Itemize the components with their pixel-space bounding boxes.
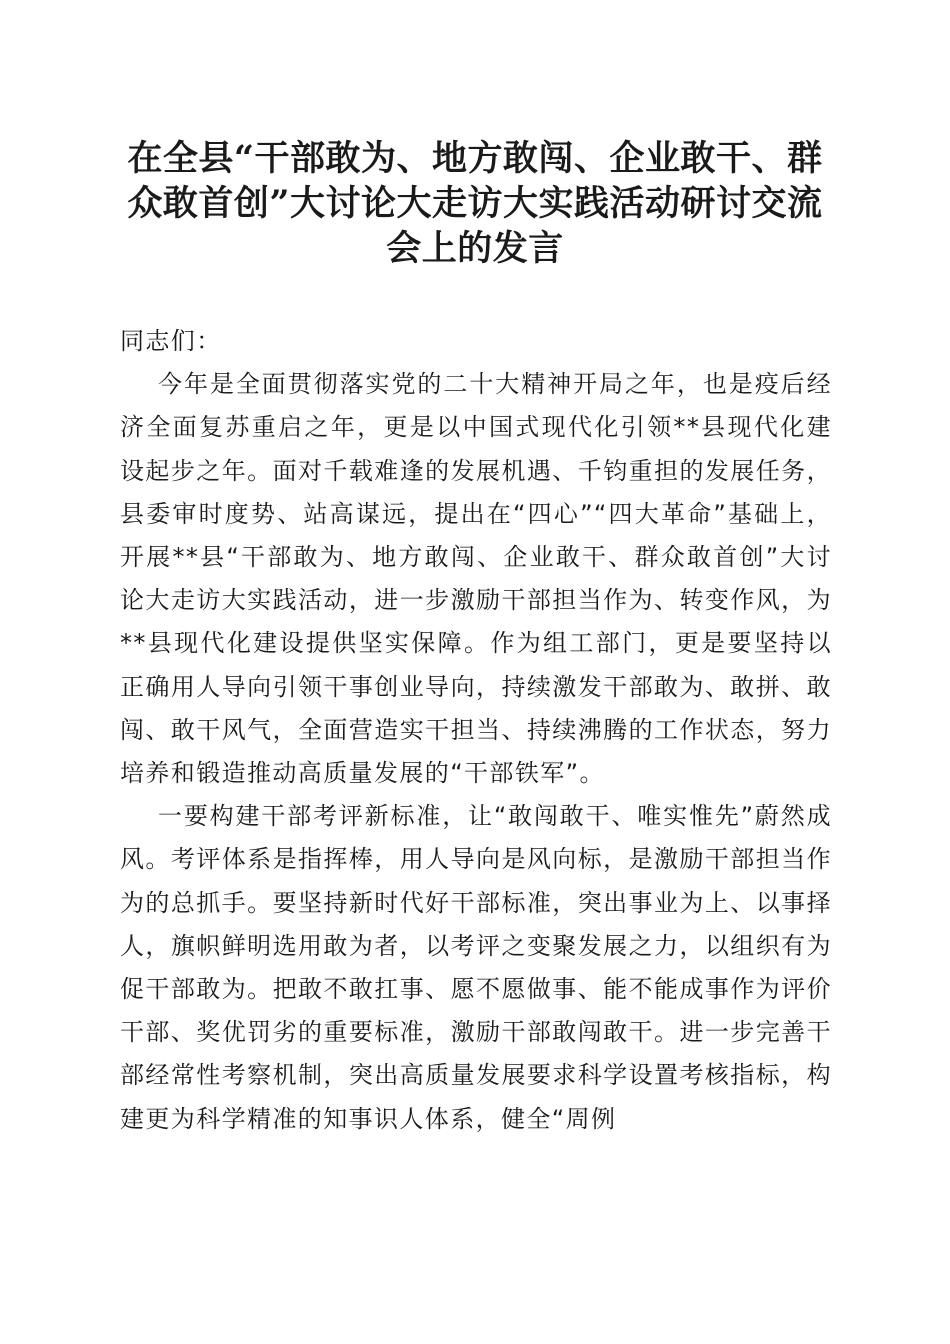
paragraph-1: 今年是全面贯彻落实党的二十大精神开局之年，也是疫后经济全面复苏重启之年，更是以中国式现代化引领**县现代化建设起步之年。面对千载难逢的发展机遇、千钧重担的发展任务，县委审时度势、站高谋远，提出在“四心”“四大革命”基础上，开展**县“干部敢为、地方敢闯、企业敢干、群众敢首创”大讨论大走访大实践活动，进一步激励干部担当作为、转变作风，为**县现代化建设提供坚实保障。作为组工部门，更是要坚持以正确用人导向引领干事创业导向，持续激发干部敢为、敢拼、敢闯、敢干风气，全面营造实干担当、持续沸腾的工作状态，努力培养和锻造推动高质量发展的“干部铁军”。 — [120, 370, 832, 788]
document-title: 在全县“干部敢为、地方敢闯、企业敢干、群众敢首创”大讨论大走访大实践活动研讨交流会上的发言 — [127, 138, 823, 269]
salutation: 同志们： — [120, 327, 222, 355]
paragraph-2: 一要构建干部考评新标准，让“敢闯敢干、唯实惟先”蔚然成风。考评体系是指挥棒，用人导向是风向标，是激励干部担当作为的总抓手。要坚持新时代好干部标准，突出事业为上、以事择人，旗帜鲜明选用敢为者，以考评之变聚发展之力，以组织有为促干部敢为。把敢不敢扛事、愿不愿做事、能不能成事作为评价干部、奖优罚劣的重要标准，激励干部敢闯敢干。进一步完善干部经常性考察机制，突出高质量发展要求科学设置考核指标，构建更为科学精准的知事识人体系，健全“周例 — [120, 802, 832, 1133]
document-body — [120, 320, 832, 1141]
